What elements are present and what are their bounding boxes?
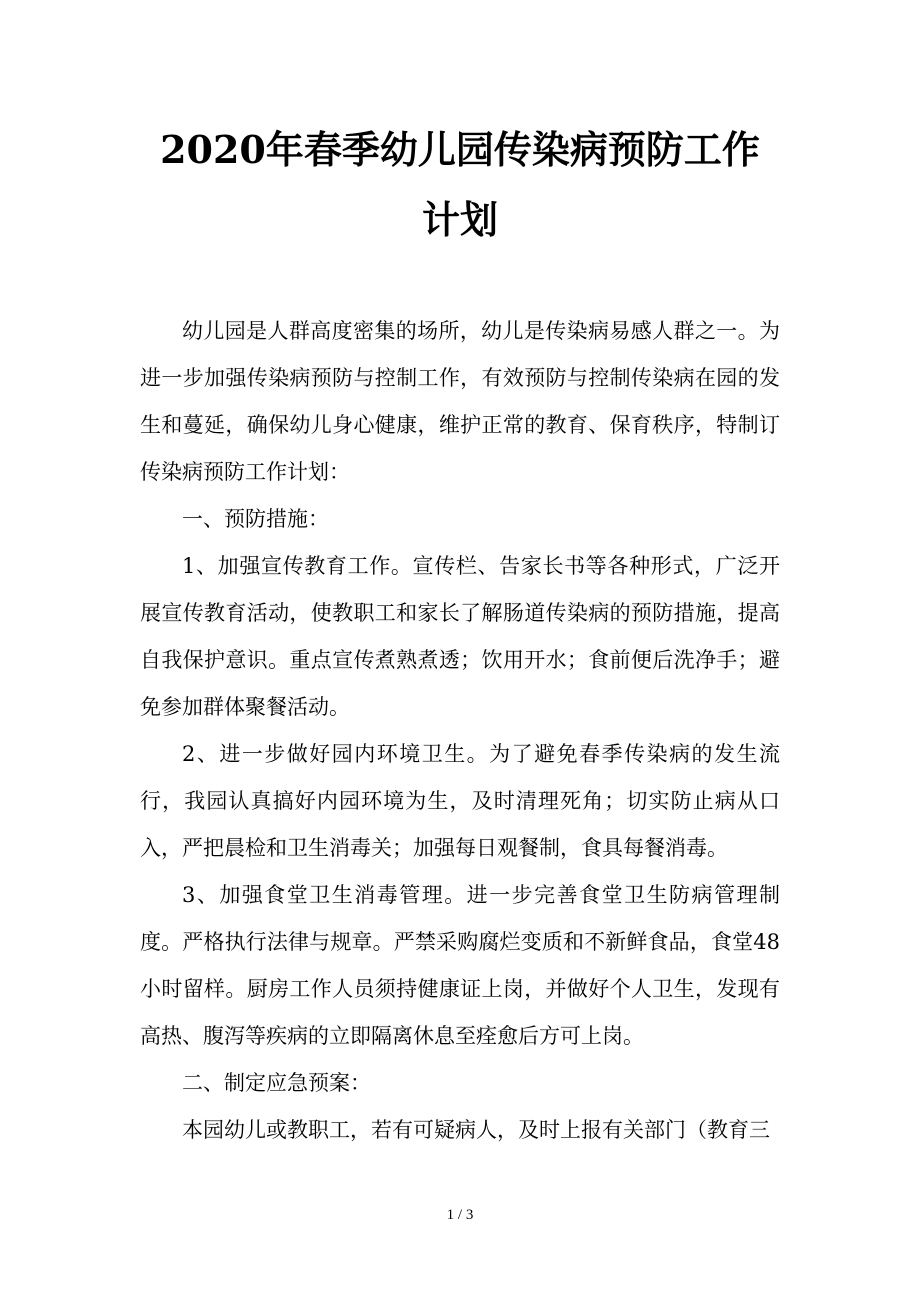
measure-paragraph-3: 3、加强食堂卫生消毒管理。进一步完善食堂卫生防病管理制度。严格执行法律与规章。严禁采购腐烂变质和不新鲜食品，食堂48小时留样。厨房工作人员须持健康证上岗，并做好个人卫生，发现有高热、腹泻等疾病的立即隔离休息至痊愈后方可上岗。	[140, 883, 780, 1048]
emergency-paragraph: 本园幼儿或教职工，若有可疑病人，及时上报有关部门（教育三	[182, 1118, 770, 1142]
measure-paragraph-2: 2、进一步做好园内环境卫生。为了避免春季传染病的发生流行，我园认真搞好内园环境为生，及时清理死角；切实防止病从口入，严把晨检和卫生消毒关；加强每日观餐制，食具每餐消毒。	[140, 742, 780, 860]
document-title-line-2: 计划	[421, 197, 498, 242]
intro-paragraph: 幼儿园是人群高度密集的场所，幼儿是传染病易感人群之一。为进一步加强传染病预防与控制工作，有效预防与控制传染病在园的发生和蔓延，确保幼儿身心健康，维护正常的教育、保育秩序，特制订传染病预防工作计划：	[140, 319, 780, 484]
document-title-line-1: 2020年春季幼儿园传染病预防工作	[160, 127, 760, 172]
section-heading-emergency: 二、制定应急预案：	[182, 1071, 371, 1095]
section-heading-prevention: 一、预防措施：	[182, 507, 329, 531]
measure-paragraph-1: 1、加强宣传教育工作。宣传栏、告家长书等各种形式，广泛开展宣传教育活动，使教职工和家长了解肠道传染病的预防措施，提高自我保护意识。重点宣传煮熟煮透；饮用开水；食前便后洗净手；避免参加群体聚餐活动。	[140, 554, 780, 719]
document-body	[140, 308, 780, 1154]
page-number: 1 / 3	[446, 1207, 474, 1223]
